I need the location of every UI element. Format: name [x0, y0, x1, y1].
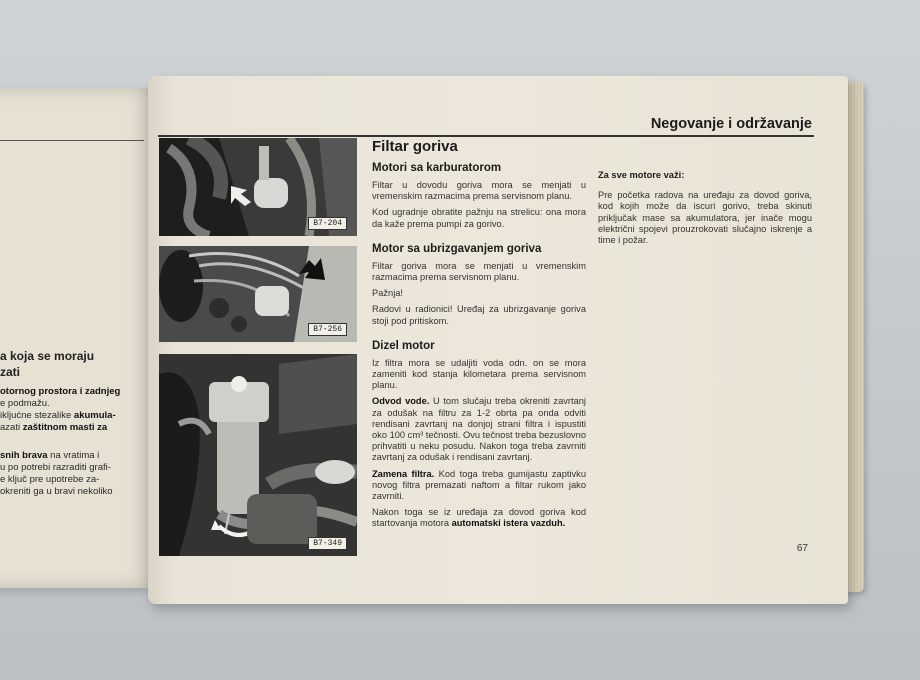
left-p1-line-2: e podmažu.: [0, 398, 50, 409]
engine-photo-fuel-filter: [159, 138, 357, 236]
diesel-heading: Dizel motor: [372, 339, 435, 352]
left-paragraph-3: [0, 450, 140, 498]
left-paragraph-1: [0, 386, 140, 410]
note-column: [598, 170, 812, 251]
left-section-heading: [0, 348, 94, 380]
photo-code-2: B7-256: [308, 323, 347, 336]
engine-photo-diesel-filter: [159, 354, 357, 556]
left-p2-line-2: azati: [0, 422, 23, 433]
all-engines-paragraph: Pre početka radova na uređaju za dovod goriva, kod kojih može da iscuri gorivo, treba skinuti priključak mase sa akumulatora, jer inače mogu električni spojevi prouzrokovati slučajno iskrenje a time i požar.: [598, 190, 812, 246]
page-header-title: Negovanje i održavanje: [650, 116, 812, 132]
all-engines-heading: Za sve motore važi:: [598, 170, 685, 180]
main-text-column: [372, 138, 586, 535]
left-heading-line-2: zati: [0, 365, 21, 379]
left-p2-bold-2: zaštitnom masti: [22, 422, 95, 433]
section-title: Filtar goriva: [372, 138, 458, 155]
left-header-rule: [0, 140, 144, 141]
carb-heading: Motori sa karburatorom: [372, 162, 502, 174]
final-bold: automatski istera vazduh.: [451, 518, 566, 529]
injection-paragraph-2: Radovi u radionici! Uređaj za ubrizgavanje goriva stoji pod pritiskom.: [372, 304, 586, 326]
water-drain-text: U tom slučaju treba okreniti zavrtanj za odušak na filtru za 1-2 obrta pa onda odviti rendisani zavrtanj na donjoj strani filtra i ispustiti oko 100 cm³ tečnosti. Ovu tečnost treba bezuslovno prihvatiti u neku posudu. Nakon toga treba zavrniti zavrtanj za odušak i rendisani zavrtanj.: [372, 396, 586, 463]
left-p2-tail: za: [94, 422, 108, 433]
left-p3-bold: snih brava: [0, 450, 48, 461]
diesel-filter-replace: [372, 469, 586, 503]
diesel-paragraph-1: Iz filtra mora se udaljiti voda odn. on se mora zameniti kod stanja kilometara prema servisnom planu.: [372, 357, 586, 391]
header-rule: [158, 135, 814, 137]
page-number: 67: [796, 543, 808, 554]
left-p3-line-1: na vratima i: [47, 450, 100, 461]
diesel-final-paragraph: [372, 507, 586, 529]
left-p2-bold-1: akumula-: [73, 410, 116, 421]
injection-heading: Motor sa ubrizgavanjem goriva: [372, 242, 542, 255]
carb-paragraph-2: Kod ugradnje obratite pažnju na strelicu: ona mora da kaže prema pumpi za gorivo.: [372, 207, 586, 229]
injection-attention: Pažnja!: [372, 288, 404, 299]
left-p3-line-4: okreniti ga u bravi nekoliko: [0, 486, 113, 497]
left-paragraph-2: [0, 410, 140, 434]
photo-code-1: B7-204: [308, 217, 347, 230]
left-p1-line-1: otornog prostora i zadnjeg: [0, 386, 121, 397]
right-page: [148, 76, 848, 604]
final-text: Nakon toga se iz uređaja za dovod goriva kod startovanja motora: [372, 507, 586, 529]
diesel-water-drain: [372, 396, 586, 463]
carb-paragraph-1: Filtar u dovodu goriva mora se menjati u vremenskim razmacima prema servisnom planu.: [372, 180, 586, 202]
injection-paragraph-1: Filtar goriva mora se menjati u vremenskim razmacima prema servisnom planu.: [372, 260, 586, 283]
left-p3-line-2: u po potrebi razraditi grafi-: [0, 462, 111, 473]
photo-code-3: B7-349: [308, 537, 347, 550]
left-page: [0, 88, 158, 588]
left-heading-line-1: a koja se moraju: [0, 349, 95, 363]
filter-replace-label: Zamena filtra.: [372, 468, 435, 479]
filter-replace-text: Kod toga treba gumijastu zaptivku novog filtra premazati naftom a filtar rukom jako zavrniti.: [372, 468, 587, 502]
left-p2-line-1: ikljućne stezalike: [0, 410, 74, 421]
left-p3-line-3: e ključ pre upotrebe za-: [0, 474, 100, 485]
water-drain-label: Odvod vode.: [372, 396, 430, 407]
engine-photo-injection-filter: [159, 246, 357, 342]
